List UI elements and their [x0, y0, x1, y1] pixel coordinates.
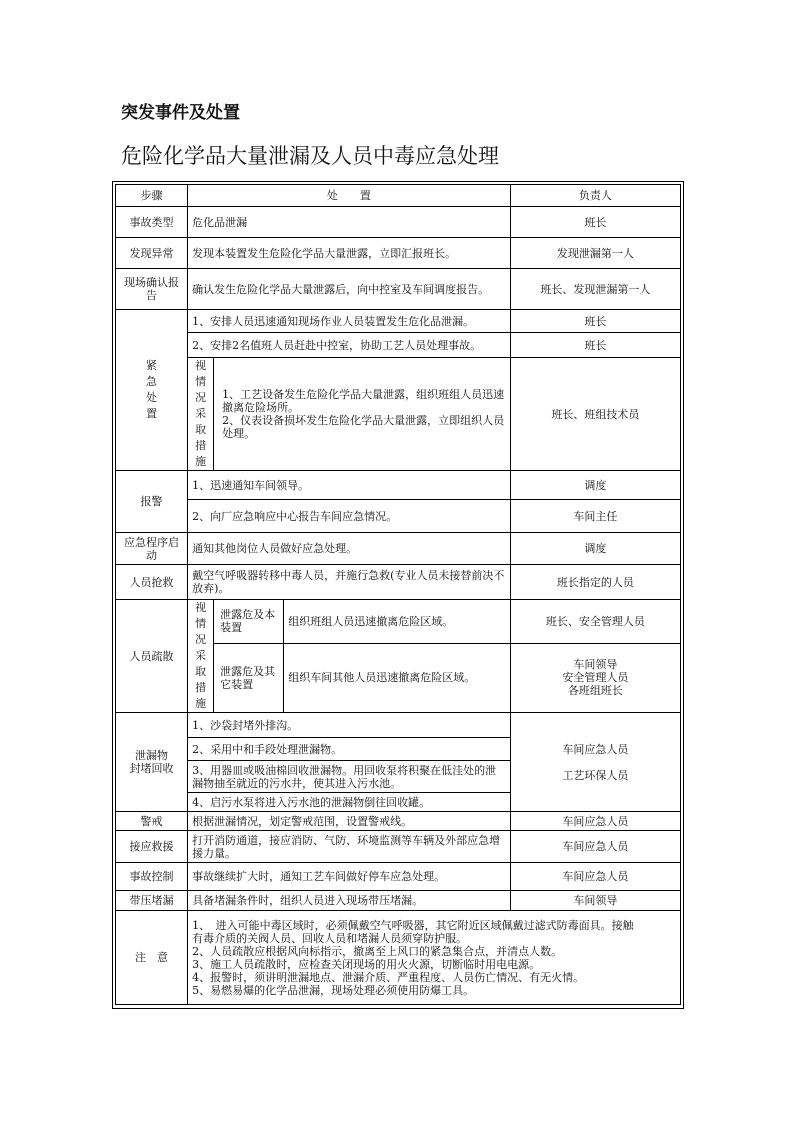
- table-row: [116, 207, 681, 238]
- step-cell: 应急程序启动: [116, 533, 188, 565]
- header-step: 步骤: [116, 185, 188, 207]
- action-cell: 戴空气呼吸器转移中毒人员，并施行急救(专业人员未接替前决不放弃)。: [188, 565, 511, 600]
- table-row: [116, 565, 681, 600]
- action-cell: 事故继续扩大时，通知工艺车间做好停车应急处理。: [188, 863, 511, 891]
- note-item: 5、易燃易爆的化学品泄漏，现场处理必须使用防爆工具。: [192, 983, 475, 997]
- action-cell: 组织车间其他人员迅速撤离危险区域。: [284, 643, 510, 712]
- action-cell: 发现本装置发生危险化学品大量泄露，立即汇报班长。: [188, 238, 511, 269]
- step-label-vertical: 紧急处置: [146, 359, 158, 420]
- owner-cell: 车间主任: [510, 500, 680, 533]
- sub-label-vertical: 视情况采取措施: [195, 359, 207, 468]
- table-row: [116, 310, 681, 333]
- table-row: [116, 863, 681, 891]
- owner-cell: 发现泄漏第一人: [510, 238, 680, 269]
- table-row: [116, 333, 681, 358]
- step-cell: 警戒: [116, 812, 188, 831]
- action-cell: 2、采用中和手段处理泄漏物。: [188, 738, 511, 761]
- owner-cell: 车间领导: [510, 891, 680, 911]
- action-cell: 2、安排2名值班人员赶赴中控室，协助工艺人员处理事故。: [188, 333, 511, 358]
- action-cell: 组织班组人员迅速撤离危险区域。: [284, 600, 510, 644]
- sub-label-cell: [188, 600, 214, 713]
- action-cell: 根据泄漏情况，划定警戒范围，设置警戒线。: [188, 812, 511, 831]
- table-header-row: [116, 185, 681, 207]
- note-item-continued: 有毒介质的关阀人员、回收人员和堵漏人员须穿防护服。: [192, 931, 468, 945]
- owner-cell: 车间应急人员 工艺环保人员: [510, 713, 680, 812]
- step-cell: 接应救援: [116, 831, 188, 863]
- action-cell: 1、安排人员迅速通知现场作业人员装置发生危化品泄漏。: [188, 310, 511, 333]
- owner-cell: 车间应急人员: [510, 831, 680, 863]
- step-cell: 现场确认报告: [116, 269, 188, 310]
- procedure-table-frame: [112, 181, 684, 1009]
- notes-row: [116, 911, 681, 1005]
- owner-cell: 班长、班组技术员: [510, 358, 680, 471]
- table-row: [116, 238, 681, 269]
- action-cell: 打开消防通道，接应消防、气防、环境监测等车辆及外部应急增援力量。: [188, 831, 511, 863]
- note-item: 3、施工人员疏散时，应检查关闭现场的用火火源，切断临时用电电源。: [192, 957, 541, 971]
- document-title: 危险化学品大量泄漏及人员中毒应急处理: [121, 144, 499, 168]
- owner-cell: 车间应急人员: [510, 812, 680, 831]
- table-row: [116, 500, 681, 533]
- owner-cell: 班长: [510, 310, 680, 333]
- action-cell: 确认发生危险化学品大量泄露后，向中控室及车间调度报告。: [188, 269, 511, 310]
- procedure-table: [115, 184, 681, 1005]
- table-row: [116, 358, 681, 471]
- table-row: [116, 600, 681, 644]
- step-cell: 报警: [116, 471, 188, 533]
- action-cell: 1、沙袋封堵外排沟。: [188, 713, 511, 738]
- owner-cell: 调度: [510, 533, 680, 565]
- table-row: [116, 831, 681, 863]
- owner-cell: 车间领导 安全管理人员 各班组班长: [510, 643, 680, 712]
- header-action: 处 置: [188, 185, 511, 207]
- table-row: [116, 812, 681, 831]
- note-item: 1、 进入可能中毒区域时，必须佩戴空气呼吸器，其它附近区域佩戴过滤式防毒面具。接触: [192, 918, 634, 932]
- action-cell: 具备堵漏条件时，组织人员进入现场带压堵漏。: [188, 891, 511, 911]
- table-row: [116, 891, 681, 911]
- notes-cell: [188, 911, 681, 1005]
- step-cell: 事故控制: [116, 863, 188, 891]
- step-cell: 人员疏散: [116, 600, 188, 713]
- owner-cell: 班长、发现泄漏第一人: [510, 269, 680, 310]
- step-cell: 事故类型: [116, 207, 188, 238]
- table-row: [116, 471, 681, 500]
- table-row: [116, 269, 681, 310]
- table-row: [116, 533, 681, 565]
- header-owner: 负责人: [510, 185, 680, 207]
- step-cell: [116, 911, 188, 1005]
- sub-label-vertical: 视情况采取措施: [195, 601, 207, 710]
- step-cell: 人员抢救: [116, 565, 188, 600]
- action-cell: 2、向厂应急响应中心报告车间应急情况。: [188, 500, 511, 533]
- sub-label-cell: [188, 358, 214, 471]
- step-cell: 发现异常: [116, 238, 188, 269]
- action-cell: 1、工艺设备发生危险化学品大量泄露，组织班组人员迅速撤离危险场所。 2、仪表设备损坏发生危险化学品大量泄露，立即组织人员处理。: [214, 358, 511, 471]
- action-cell: 通知其他岗位人员做好应急处理。: [188, 533, 511, 565]
- action-cell: 3、用器皿或吸油棉回收泄漏物。用回收泵将积聚在低洼处的泄漏物抽至就近的污水井，使其进入污水池。: [188, 761, 511, 793]
- condition-cell: 泄露危及其它装置: [214, 643, 284, 712]
- owner-cell: 班长: [510, 333, 680, 358]
- condition-cell: 泄露危及本装置: [214, 600, 284, 644]
- owner-cell: 班长: [510, 207, 680, 238]
- step-cell: 泄漏物 封堵回收: [116, 713, 188, 812]
- owner-cell: 班长指定的人员: [510, 565, 680, 600]
- step-cell: [116, 310, 188, 471]
- notes-label: 注 意: [135, 951, 169, 964]
- section-title: 突发事件及处置: [121, 103, 240, 123]
- note-item: 4、报警时，须讲明泄漏地点、泄漏介质、严重程度、人员伤亡情况、有无火情。: [192, 970, 585, 984]
- step-cell: 带压堵漏: [116, 891, 188, 911]
- owner-cell: 调度: [510, 471, 680, 500]
- owner-cell: 车间应急人员: [510, 863, 680, 891]
- note-item: 2、人员疏散应根据风向标指示，撤离至上风口的紧急集合点，并清点人数。: [192, 944, 563, 958]
- table-row: [116, 713, 681, 738]
- owner-cell: 班长、安全管理人员: [510, 600, 680, 644]
- action-cell: 4、启污水泵将进入污水池的泄漏物倒往回收罐。: [188, 793, 511, 812]
- action-cell: 1、迅速通知车间领导。: [188, 471, 511, 500]
- action-cell: 危化品泄漏: [188, 207, 511, 238]
